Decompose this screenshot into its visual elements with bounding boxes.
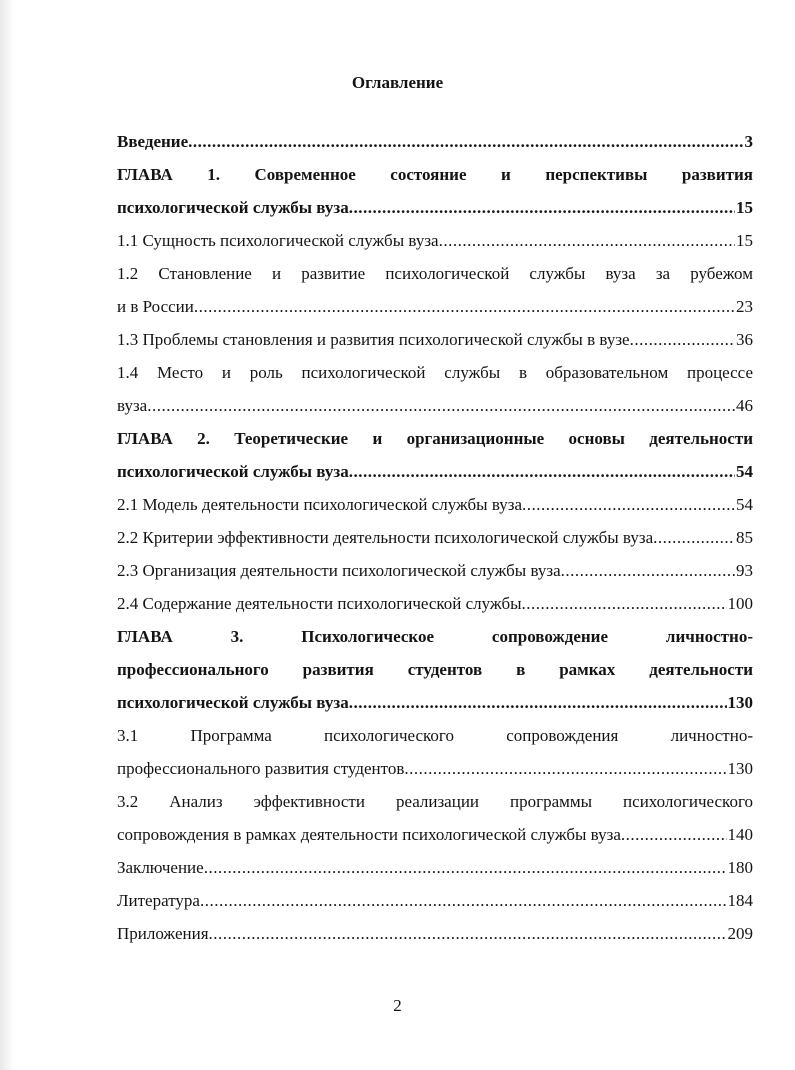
- toc-entry-wrapped-line: 1.2 Становление и развитие психологической службы вуза за рубежом: [117, 264, 753, 283]
- toc-entry: [117, 789, 753, 855]
- toc-entry-page: 23: [736, 297, 753, 316]
- toc-entry-line: [117, 459, 753, 485]
- toc-entry-line: [117, 228, 753, 254]
- toc-entry: [117, 129, 753, 162]
- toc-entry-line: [117, 393, 753, 419]
- toc-entry-page: 54: [736, 462, 753, 481]
- toc-entry-title: Приложения: [117, 924, 209, 943]
- toc-entry-title: вуза: [117, 396, 148, 415]
- toc-entry-line: [117, 888, 753, 914]
- toc-entry: [117, 327, 753, 360]
- toc-entry-title: профессионального развития студентов: [117, 759, 405, 778]
- toc-entry-line: [117, 822, 753, 848]
- toc-entry-page: 180: [727, 858, 753, 877]
- toc-entry-line: [117, 855, 753, 881]
- toc-entry-title: и в России: [117, 297, 194, 316]
- scan-edge-shadow: [0, 0, 14, 1070]
- toc-entry: [117, 723, 753, 789]
- toc-entry-title: сопровождения в рамках деятельности психологической службы вуза: [117, 825, 621, 844]
- toc-leader-dots: [561, 558, 735, 584]
- toc-entry: [117, 162, 753, 228]
- toc-entry-wrapped-line: ГЛАВА 1. Современное состояние и перспективы развития: [117, 165, 753, 184]
- toc-entry-title: Введение: [117, 132, 189, 151]
- toc-entry: [117, 426, 753, 492]
- toc-entry-title: психологической службы вуза: [117, 198, 349, 217]
- toc-entry-line: [117, 558, 753, 584]
- toc-entry-line: [117, 294, 753, 320]
- toc-entry-title: Литература: [117, 891, 200, 910]
- toc-leader-dots: [630, 327, 735, 353]
- toc-entry-title: 2.3 Организация деятельности психологической службы вуза: [117, 561, 561, 580]
- toc-leader-dots: [349, 195, 735, 221]
- toc-entry-page: 3: [744, 132, 753, 151]
- toc-entry: [117, 624, 753, 723]
- toc-entry-page: 15: [736, 231, 753, 250]
- toc-entry-title: 2.2 Критерии эффективности деятельности психологической службы вуза: [117, 528, 654, 547]
- toc-entry-page: 54: [736, 495, 753, 514]
- toc-entry-page: 184: [727, 891, 753, 910]
- toc-entry-page: 15: [736, 198, 753, 217]
- toc-entry-line: [117, 591, 753, 617]
- toc-entry-line: [117, 129, 753, 155]
- toc-leader-dots: [349, 690, 727, 716]
- toc-entry-wrapped-line: 3.1 Программа психологического сопровождения личностно-: [117, 726, 753, 745]
- toc-leader-dots: [194, 294, 735, 320]
- toc-leader-dots: [209, 921, 727, 947]
- toc-entry-page: 46: [736, 396, 753, 415]
- toc-leader-dots: [404, 756, 726, 782]
- toc-entry-page: 130: [727, 759, 753, 778]
- toc-entry-title: Заключение: [117, 858, 204, 877]
- toc-entry-title: 1.3 Проблемы становления и развития психологической службы в вузе: [117, 330, 630, 349]
- toc-entry-title: 1.1 Сущность психологической службы вуза: [117, 231, 439, 250]
- toc-leader-dots: [653, 525, 735, 551]
- toc-entry-wrapped-line: 3.2 Анализ эффективности реализации программы психологического: [117, 792, 753, 811]
- toc-entry: [117, 855, 753, 888]
- toc-leader-dots: [200, 888, 727, 914]
- toc-leader-dots: [147, 393, 735, 419]
- toc-entry-line: [117, 327, 753, 353]
- toc-entry-line: [117, 756, 753, 782]
- toc-entry-page: 140: [727, 825, 753, 844]
- toc-entry: [117, 525, 753, 558]
- toc-entry-wrapped-line: 1.4 Место и роль психологической службы в образовательном процессе: [117, 363, 753, 382]
- toc-entry: [117, 228, 753, 261]
- table-of-contents: [117, 129, 753, 954]
- toc-leader-dots: [522, 591, 727, 617]
- toc-entry-line: [117, 492, 753, 518]
- toc-entry-page: 93: [736, 561, 753, 580]
- toc-entry: [117, 921, 753, 954]
- toc-entry-wrapped-line: ГЛАВА 3. Психологическое сопровождение личностно-: [117, 627, 753, 646]
- toc-entry-wrapped-line: ГЛАВА 2. Теоретические и организационные основы деятельности: [117, 429, 753, 448]
- toc-entry-line: [117, 921, 753, 947]
- page-number: 2: [393, 996, 402, 1015]
- toc-leader-dots: [204, 855, 727, 881]
- toc-leader-dots: [621, 822, 727, 848]
- toc-entry-title: 2.4 Содержание деятельности психологической службы: [117, 594, 522, 613]
- toc-entry-line: [117, 525, 753, 551]
- toc-entry-page: 36: [736, 330, 753, 349]
- toc-leader-dots: [188, 129, 743, 155]
- toc-entry-title: психологической службы вуза: [117, 693, 349, 712]
- toc-entry: [117, 558, 753, 591]
- toc-entry-page: 100: [727, 594, 753, 613]
- toc-entry-line: [117, 195, 753, 221]
- toc-leader-dots: [522, 492, 735, 518]
- toc-leader-dots: [349, 459, 735, 485]
- toc-entry-line: [117, 690, 753, 716]
- toc-leader-dots: [439, 228, 735, 254]
- toc-entry-title: 2.1 Модель деятельности психологической службы вуза: [117, 495, 523, 514]
- toc-title: Оглавление: [351, 73, 444, 92]
- toc-entry: [117, 261, 753, 327]
- toc-entry: [117, 492, 753, 525]
- toc-entry-page: 85: [736, 528, 753, 547]
- toc-entry: [117, 888, 753, 921]
- toc-entry-page: 130: [727, 693, 753, 712]
- toc-entry: [117, 591, 753, 624]
- toc-entry-page: 209: [727, 924, 753, 943]
- toc-entry-title: психологической службы вуза: [117, 462, 349, 481]
- toc-entry-wrapped-line: профессионального развития студентов в рамках деятельности: [117, 660, 753, 679]
- toc-entry: [117, 360, 753, 426]
